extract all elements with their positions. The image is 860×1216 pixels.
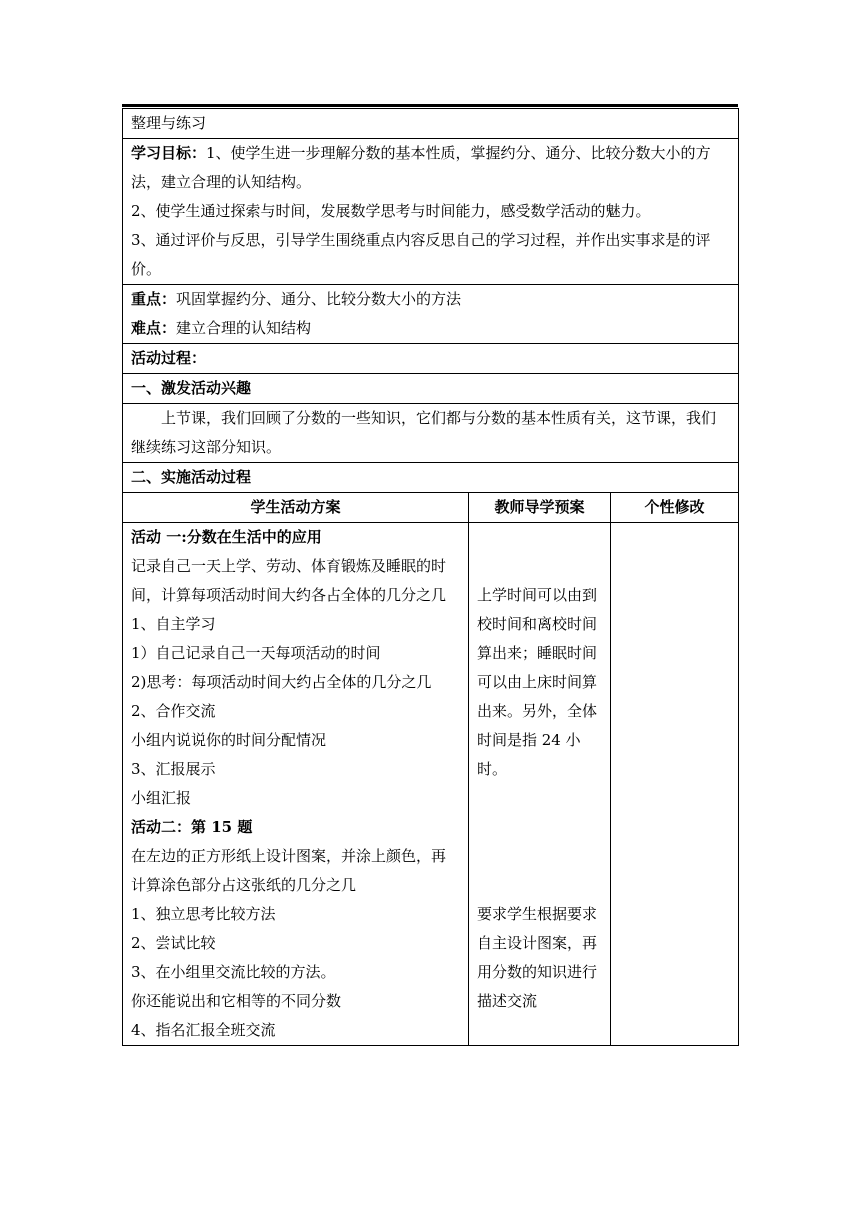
activity1-line: 小组汇报	[131, 789, 192, 807]
lesson-plan-document	[122, 104, 738, 1046]
activity2-title: 活动二：第 15 题	[131, 818, 253, 836]
personal-notes-cell	[611, 523, 739, 1046]
activity2-line: 在左边的正方形纸上设计图案，并涂上颜色，再计算涂色部分占这张纸的几分之几	[131, 847, 447, 894]
objective-1-text: 1、使学生进一步理解分数的基本性质，掌握约分、通分、比较分数大小的方法，建立合理的认知结构。	[131, 144, 711, 191]
teacher-note-1: 上学时间可以由到校时间和离校时间算出来；睡眠时间可以由上床时间算出来。另外，全体时间是指 24 小时。	[477, 586, 598, 778]
objective-2: 2、使学生通过探索与时间，发展数学思考与时间能力，感受数学活动的魅力。	[131, 202, 651, 220]
difficulty-label: 难点：	[131, 319, 177, 337]
header-rule	[122, 104, 738, 107]
section1-heading: 一、激发活动兴趣	[123, 374, 739, 404]
teacher-guidance-cell	[469, 523, 611, 1046]
column-header-row	[123, 493, 739, 523]
section1-text: 上节课，我们回顾了分数的一些知识，它们都与分数的基本性质有关，这节课，我们继续练习这部分知识。	[123, 404, 739, 463]
section2-heading: 二、实施活动过程	[123, 463, 739, 493]
activity2-line: 你还能说出和它相等的不同分数	[131, 992, 342, 1010]
teacher-note-2: 要求学生根据要求自主设计图案，再用分数的知识进行描述交流	[477, 905, 598, 1010]
activity1-line: 3、汇报展示	[131, 760, 216, 778]
objective-1	[131, 139, 730, 197]
teacher-spacer-2	[477, 784, 602, 900]
student-activities-cell	[123, 523, 469, 1046]
column-header-teacher: 教师导学预案	[469, 493, 611, 523]
activity1-title: 活动 一:分数在生活中的应用	[131, 528, 322, 546]
teacher-spacer-1	[477, 523, 602, 581]
key-points-cell	[123, 285, 739, 344]
section1-heading-row	[123, 374, 739, 404]
difficulty	[131, 314, 730, 343]
objectives-cell	[123, 139, 739, 285]
key-point-label: 重点：	[131, 290, 177, 308]
activity2-line: 3、在小组里交流比较的方法。	[131, 963, 336, 981]
objectives-row	[123, 139, 739, 285]
activity2-line: 1、独立思考比较方法	[131, 905, 276, 923]
column-header-student: 学生活动方案	[123, 493, 469, 523]
title-row	[123, 109, 739, 139]
column-header-notes: 个性修改	[611, 493, 739, 523]
objectives-label: 学习目标：	[131, 144, 207, 162]
activities-row	[123, 523, 739, 1046]
key-point-text: 巩固掌握约分、通分、比较分数大小的方法	[176, 290, 462, 308]
key-point	[131, 285, 730, 314]
activity2-line: 4、指名汇报全班交流	[131, 1021, 276, 1039]
activity1-line: 1）自己记录自己一天每项活动的时间	[131, 644, 381, 662]
lesson-title: 整理与练习	[123, 109, 739, 139]
section1-text-row	[123, 404, 739, 463]
process-row	[123, 344, 739, 374]
activity1-line: 2、合作交流	[131, 702, 216, 720]
activity1-line: 小组内说说你的时间分配情况	[131, 731, 327, 749]
difficulty-text: 建立合理的认知结构	[176, 319, 312, 337]
objective-3: 3、通过评价与反思，引导学生围绕重点内容反思自己的学习过程，并作出实事求是的评价。	[131, 231, 711, 278]
section2-heading-row	[123, 463, 739, 493]
process-label: 活动过程：	[123, 344, 739, 374]
activity2-line: 2、尝试比较	[131, 934, 216, 952]
lesson-plan-table	[122, 108, 739, 1046]
activity1-line: 1、自主学习	[131, 615, 216, 633]
key-points-row	[123, 285, 739, 344]
activity1-line: 记录自己一天上学、劳动、体育锻炼及睡眠的时间，计算每项活动时间大约各占全体的几分之几	[131, 557, 447, 604]
activity1-line: 2)思考：每项活动时间大约占全体的几分之几	[131, 673, 432, 691]
